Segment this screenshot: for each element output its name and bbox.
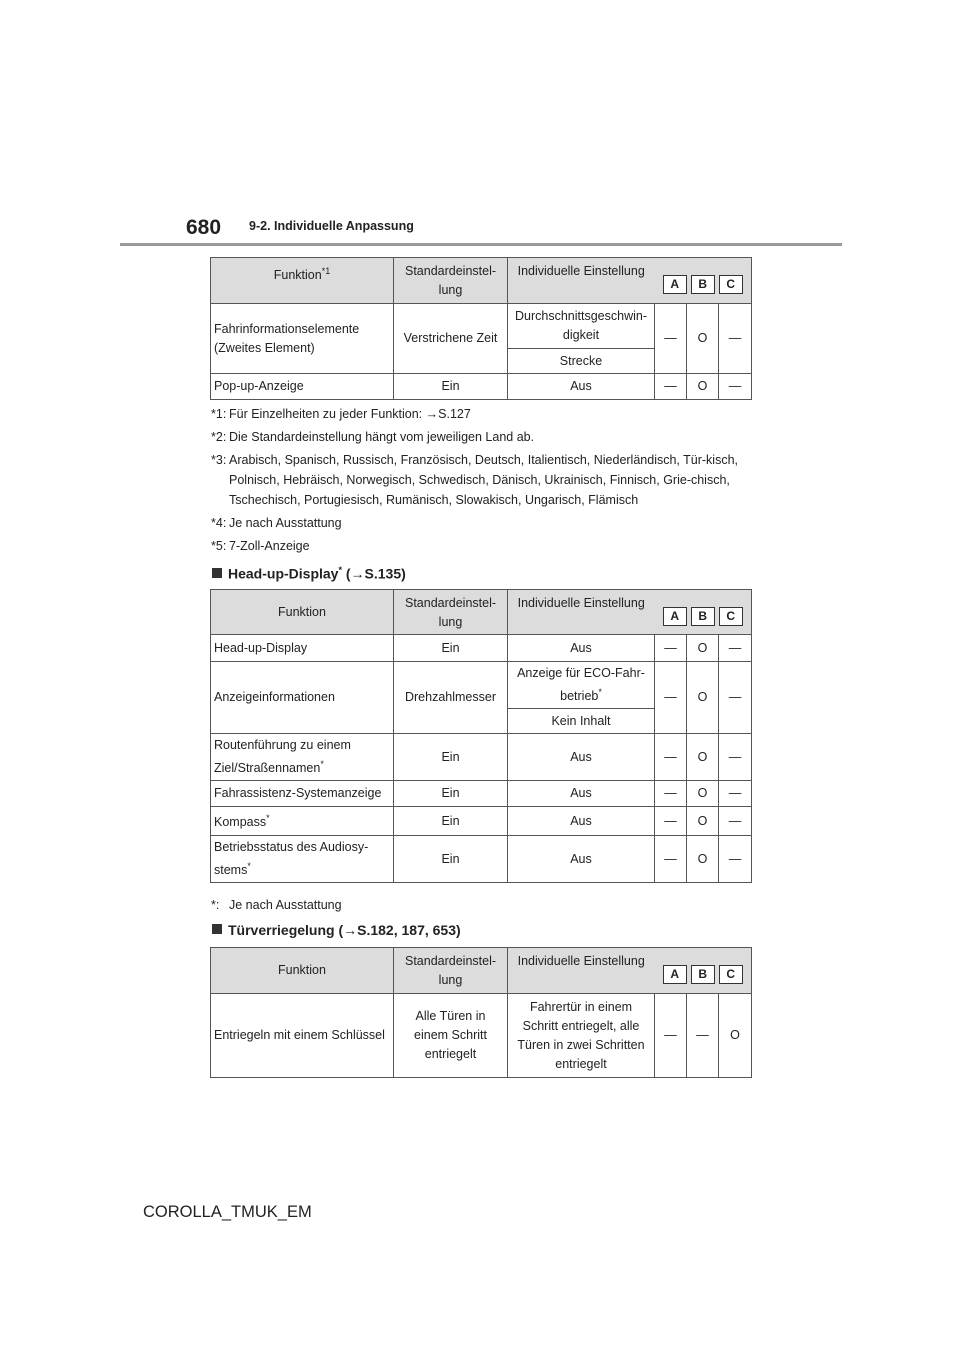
label-c: C bbox=[719, 965, 743, 984]
cell-function: Kompass* bbox=[211, 807, 394, 836]
footnote: *4: Je nach Ausstattung bbox=[211, 516, 342, 530]
cell-option: Aus bbox=[508, 836, 655, 883]
cell-a: — bbox=[655, 807, 687, 836]
footnote: *: Je nach Ausstattung bbox=[211, 898, 342, 912]
header-default: Standardeinstel- lung bbox=[394, 590, 508, 635]
cell-option: Aus bbox=[508, 635, 655, 662]
square-bullet-icon bbox=[212, 924, 222, 934]
cell-function: Anzeigeinformationen bbox=[211, 662, 394, 734]
footnote: *3: Arabisch, Spanisch, Russisch, Französisch, Deutsch, Italientisch, Niederländisch, Tür-kisch, Polnisch, Hebräisch, Norwegisch, Schwedisch, Dänisch, Ukrainisch, Finnisch, Grie-chisch, Tschechisch, Portugiesisch, Rumänisch, Slowakisch, Ungarisch, Flämisch bbox=[211, 453, 739, 507]
cell-default: Ein bbox=[394, 635, 508, 662]
cell-option: Aus bbox=[508, 781, 655, 807]
cell-a: — bbox=[655, 304, 687, 374]
cell-b: O bbox=[687, 836, 719, 883]
cell-option: Aus bbox=[508, 734, 655, 781]
cell-a: — bbox=[655, 836, 687, 883]
table-door-lock bbox=[210, 947, 752, 1078]
cell-b: — bbox=[687, 994, 719, 1078]
cell-function: Head-up-Display bbox=[211, 635, 394, 662]
cell-option: Fahrertür in einem Schritt entriegelt, alle Türen in zwei Schritten entriegelt bbox=[508, 994, 655, 1078]
header-function: Funktion$^{*1}$ bbox=[211, 258, 394, 304]
document-id: COROLLA_TMUK_EM bbox=[143, 1203, 312, 1221]
cell-c: — bbox=[719, 374, 752, 400]
header-individual: Individuelle Einstellung A B C bbox=[508, 948, 752, 994]
cell-c: — bbox=[719, 304, 752, 374]
footnotes-hud bbox=[211, 895, 749, 918]
cell-b: O bbox=[687, 662, 719, 734]
label-a: A bbox=[663, 965, 687, 984]
header-default: Standardeinstel- lung bbox=[394, 258, 508, 304]
square-bullet-icon bbox=[212, 568, 222, 578]
cell-option: Kein Inhalt bbox=[508, 709, 655, 734]
cell-default: Ein bbox=[394, 807, 508, 836]
label-b: B bbox=[691, 607, 715, 626]
table-display-settings bbox=[210, 257, 752, 400]
cell-c: — bbox=[719, 662, 752, 734]
label-c: C bbox=[719, 607, 743, 626]
label-c: C bbox=[719, 275, 743, 294]
label-b: B bbox=[691, 275, 715, 294]
cell-function: Fahrassistenz-Systemanzeige bbox=[211, 781, 394, 807]
header-default: Standardeinstel- lung bbox=[394, 948, 508, 994]
cell-a: — bbox=[655, 734, 687, 781]
header-individual: Individuelle Einstellung A B C bbox=[508, 590, 752, 635]
cell-function: Betriebsstatus des Audiosy- stems* bbox=[211, 836, 394, 883]
label-a: A bbox=[663, 275, 687, 294]
section-title: 9-2. Individuelle Anpassung bbox=[249, 219, 414, 233]
cell-function: Pop-up-Anzeige bbox=[211, 374, 394, 400]
cell-option: Anzeige für ECO-Fahr- betrieb* bbox=[508, 662, 655, 709]
footnote: *2: Die Standardeinstellung hängt vom jeweiligen Land ab. bbox=[211, 430, 535, 444]
cell-b: O bbox=[687, 304, 719, 374]
cell-a: — bbox=[655, 662, 687, 734]
footnotes bbox=[211, 404, 749, 559]
cell-b: O bbox=[687, 781, 719, 807]
cell-a: — bbox=[655, 994, 687, 1078]
label-b: B bbox=[691, 965, 715, 984]
cell-default: Alle Türen in einem Schritt entriegelt bbox=[394, 994, 508, 1078]
footnote: *1: Für Einzelheiten zu jeder Funktion: →S.127 bbox=[211, 407, 471, 421]
cell-c: — bbox=[719, 734, 752, 781]
cell-c: — bbox=[719, 836, 752, 883]
cell-b: O bbox=[687, 807, 719, 836]
header-function: Funktion bbox=[211, 590, 394, 635]
cell-c: — bbox=[719, 781, 752, 807]
header-individual: Individuelle Einstellung A B C bbox=[508, 258, 752, 304]
cell-a: — bbox=[655, 374, 687, 400]
cell-default: Ein bbox=[394, 836, 508, 883]
section-heading-hud: Head-up-Display* (→S.135) bbox=[212, 565, 406, 582]
cell-option: Aus bbox=[508, 807, 655, 836]
cell-a: — bbox=[655, 781, 687, 807]
cell-function: Fahrinformationselemente (Zweites Element) bbox=[211, 304, 394, 374]
cell-b: O bbox=[687, 635, 719, 662]
label-a: A bbox=[663, 607, 687, 626]
cell-option: Durchschnittsgeschwin- digkeit bbox=[508, 304, 655, 349]
header-function: Funktion bbox=[211, 948, 394, 994]
header-rule bbox=[120, 243, 842, 246]
cell-c: — bbox=[719, 635, 752, 662]
cell-option: Aus bbox=[508, 374, 655, 400]
cell-c: — bbox=[719, 807, 752, 836]
footnote: *5: 7-Zoll-Anzeige bbox=[211, 539, 310, 553]
cell-option: Strecke bbox=[508, 349, 655, 374]
cell-default: Verstrichene Zeit bbox=[394, 304, 508, 374]
cell-function: Routenführung zu einem Ziel/Straßennamen* bbox=[211, 734, 394, 781]
cell-a: — bbox=[655, 635, 687, 662]
cell-default: Ein bbox=[394, 734, 508, 781]
cell-b: O bbox=[687, 734, 719, 781]
cell-default: Drehzahlmesser bbox=[394, 662, 508, 734]
cell-c: O bbox=[719, 994, 752, 1078]
section-heading-door-lock: Türverriegelung (→S.182, 187, 653) bbox=[212, 922, 461, 938]
cell-function: Entriegeln mit einem Schlüssel bbox=[211, 994, 394, 1078]
cell-b: O bbox=[687, 374, 719, 400]
page-number: 680 bbox=[186, 216, 222, 239]
table-head-up-display bbox=[210, 589, 752, 883]
cell-default: Ein bbox=[394, 374, 508, 400]
cell-default: Ein bbox=[394, 781, 508, 807]
